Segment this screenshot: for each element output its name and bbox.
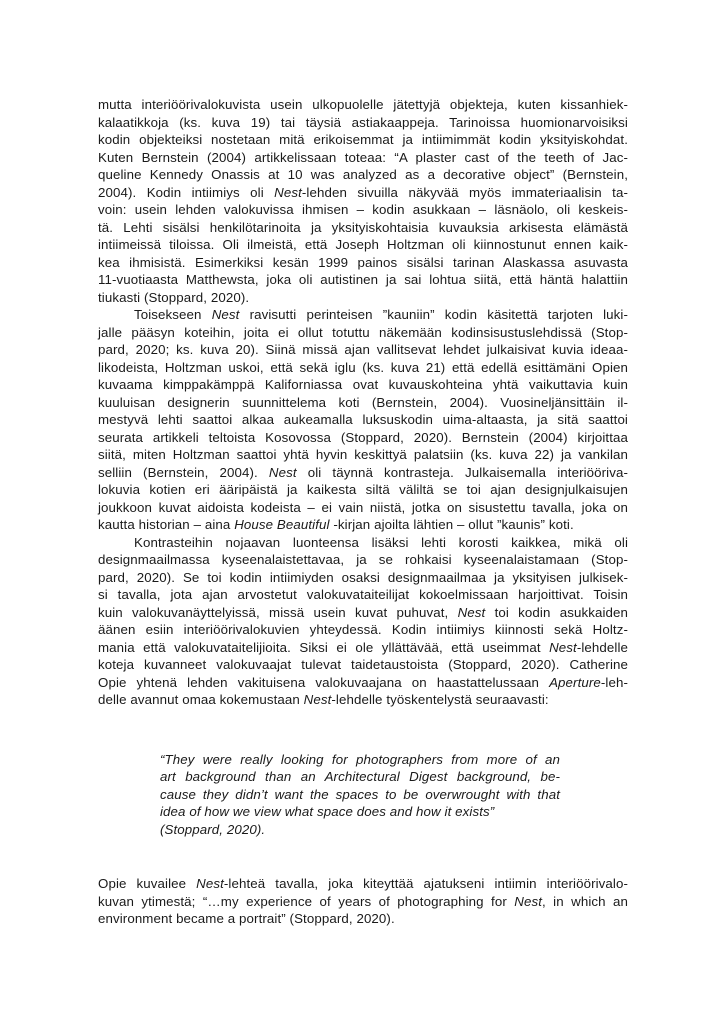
text-line: Opie yhtenä lehden vakituisena valokuvaajana on haastattelussaan Aperture-leh- xyxy=(98,674,628,690)
text-line: pard, 2020). Se toi kodin intiimiyden osaksi designmaailmaa ja yksityisen julkisek- xyxy=(98,569,628,585)
text-line: Toisekseen Nest ravisutti perinteisen ”kauniin” kodin käsitettä tarjoten luki- xyxy=(134,307,628,322)
paragraph xyxy=(98,306,628,534)
text-line: lokuvia kotien eri ääripäistä ja kaikesta siltä väliltä se toi ajan designjulkaisujen xyxy=(98,482,628,497)
block-quote-paragraph xyxy=(160,751,560,821)
text-line: idea of how we view what space does and how it exists” xyxy=(160,804,495,819)
text-line: kalaatikkoja (ks. kuva 19) tai täysiä astiakaappeja. Tarinoissa huomionarvoisiksi xyxy=(98,114,628,130)
text-line: mutta interiöörivalokuvista usein ulkopuolelle jätettyjä objekteja, kuten kissanhiek- xyxy=(98,97,628,112)
text-line: siitä, miten Holtzman saattoi yhtä hyvin keskittyä palatsiin (ks. kuva 22) ja vankilan xyxy=(98,447,628,462)
text-line: designmaailmassa kyseenalaistettavaa, ja se rohkaisi kyseenalaistamaan (Stop- xyxy=(98,552,628,567)
text-line: mestyvä lehti saattoi alkaa aukeamalla luksuskodin uima-altaasta, ja sitä saattoi xyxy=(98,412,628,427)
text-line: cause they didn’t want the spaces to be overwrought with that xyxy=(160,786,560,802)
text-line: delle avannut omaa kokemustaan Nest-lehdelle työskentelystä seuraavasti: xyxy=(98,692,549,707)
text-line: kodin objekteiksi nostetaan mitä erikoisemmat ja intiimimmät kodin yksityiskohdat. xyxy=(98,132,628,147)
text-line: art background than an Architectural Digest background, be- xyxy=(160,769,560,784)
paragraph xyxy=(98,96,628,306)
text-line: kea ihmisistä. Esimerkiksi kesän 1999 painos sisälsi tarinan Alaskassa asuvasta xyxy=(98,254,628,270)
text-line: 2004). Kodin intiimiys oli Nest-lehden sivuilla näkyvää myös immateriaalisin ta- xyxy=(98,184,628,200)
text-line: kuvaama kimppakämppä Kaliforniassa ovat kuvauskohteina yhtä vaikuttavia kuin xyxy=(98,377,628,392)
text-line: mania että valokuvataitelijioita. Siksi ei ole yllättävää, että useimmat Nest-lehdelle xyxy=(98,639,628,655)
text-line: seurata artikkeli teltoista Kosovossa (Stoppard, 2020). Bernstein (2004) kirjoittaa xyxy=(98,429,628,445)
text-line: pard, 2020; ks. kuva 20). Siinä missä ajan vallitsevat lehdet julkaisivat kuvia ideaa- xyxy=(98,342,628,357)
text-line: kuin valokuvanäyttelyissä, missä usein kuvat puhuvat, Nest toi kodin asukkaiden xyxy=(98,604,628,620)
text-line: äänen esiin interiöörivalokuvien yhteydessä. Kodin intiimiys kiinnosti sekä Holtz- xyxy=(98,622,628,637)
text-line: joukkoon kuvat aidoista kodeista – ei vain niistä, jotka on sisustettu tavalla, joka on xyxy=(98,499,628,515)
text-line: selliin (Bernstein, 2004). Nest oli täynnä kontrasteja. Julkaisemalla interiööriva- xyxy=(98,464,628,480)
text-line: 11-vuotiaasta Matthewsta, joka oli autistinen ja sai lohtua siitä, että häntä halattiin xyxy=(98,272,628,287)
paragraph xyxy=(98,875,628,928)
text-line: “They were really looking for photographers from more of an xyxy=(160,751,560,767)
text-line: si tavalla, jota ajan arvostetut valokuvataiteilijat kokoelmissaan harjoittivat. Toisin xyxy=(98,587,628,602)
text-line: likodeista, Holtzman uskoi, että sekä iglu (ks. kuva 21) että edellä esittämäni Opien xyxy=(98,359,628,375)
text-line: tä. Lehti sisälsi henkilötarinoita ja yksityiskohtaisia kuvauksia arkisesta elämästä xyxy=(98,219,628,235)
text-line: kautta historian – aina House Beautiful -kirjan ajoilta lähtien – ollut ”kaunis” koti. xyxy=(98,517,574,532)
text-line: koteja kuvanneet valokuvaajat tulevat taidetaustoista (Stoppard, 2020). Catherine xyxy=(98,657,628,672)
text-line: Opie kuvailee Nest-lehteä tavalla, joka kiteyttää ajatukseni intiimin interiöörivalo- xyxy=(98,876,628,891)
text-line: jalle pääsyn koteihin, joita ei ollut totuttu näkemään kodinsisustuslehdissä (Stop- xyxy=(98,324,628,340)
text-line: Kuten Bernstein (2004) artikkelissaan toteaa: “A plaster cast of the teeth of Jac- xyxy=(98,149,628,165)
text-line: voin: usein lehden valokuvissa ihmisen – kodin asukkaan – läsnäolo, oli keskeis- xyxy=(98,202,628,217)
page-body xyxy=(98,96,628,928)
text-line: intiimeissä tiloissa. Oli ilmeistä, että Joseph Holtzman oli kiinnostunut ennen kaik- xyxy=(98,237,628,252)
text-line: environment became a portrait” (Stoppard, 2020). xyxy=(98,911,395,926)
text-line: Kontrasteihin nojaavan luonteensa lisäksi lehti korosti kaikkea, mikä oli xyxy=(134,534,628,550)
text-line: kuvan ytimestä; “…my experience of years of photographing for Nest, in which an xyxy=(98,893,629,909)
text-line: queline Kennedy Onassis at 10 was analyzed as a decorative object” (Bernstein, xyxy=(98,167,628,182)
block-quote-paragraph xyxy=(160,821,560,839)
text-line: kuuluisan designerin suunnittelema koti (Bernstein, 2004). Vuosineljänsittäin il- xyxy=(98,394,628,410)
text-line: tiukasti (Stoppard, 2020). xyxy=(98,289,250,305)
paragraph xyxy=(98,534,628,709)
text-line: (Stoppard, 2020). xyxy=(160,821,266,837)
